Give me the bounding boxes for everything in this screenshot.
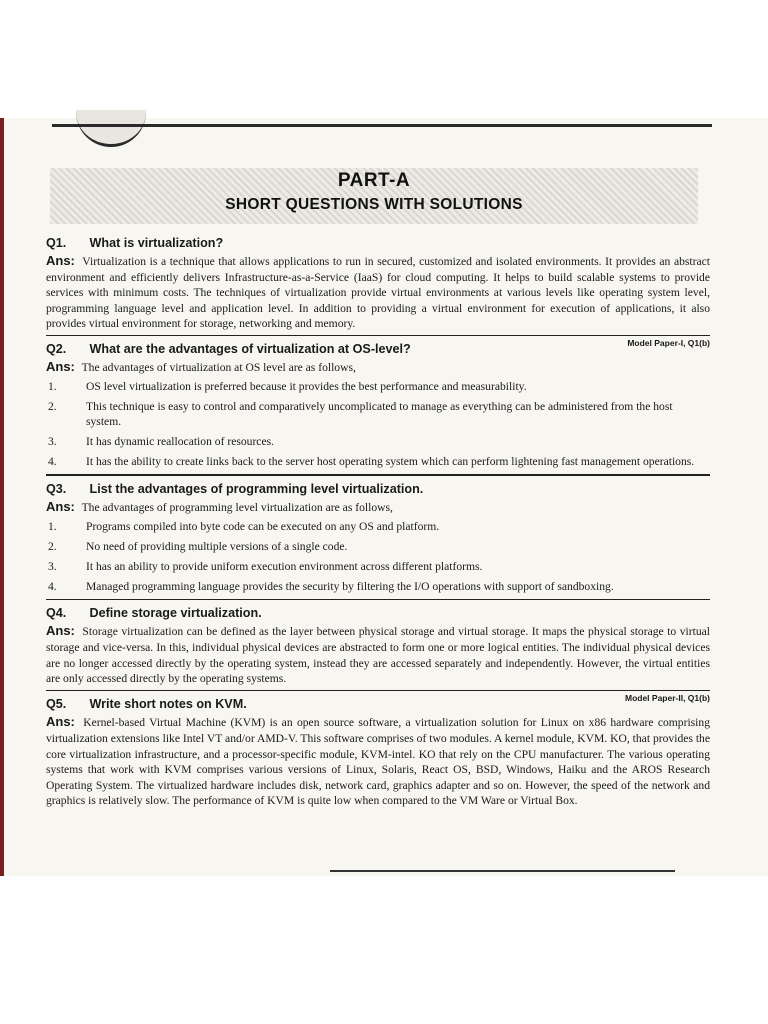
item-number: 3. (48, 559, 57, 573)
list-item (46, 454, 710, 469)
list-item (46, 519, 710, 534)
question-number: Q3. (46, 481, 67, 496)
answer-text: Kernel-based Virtual Machine (KVM) is an open source software, a virtualization solution for Linux on x86 hardware comprising virtualization extensions like Intel VT and/or AMD-V. This software comprises of two modules. A kernel module, KVM. KO, that provides the core virtualization infrastructure, and a processor-specific module, KVM-intel. KO that rely on the CPU manufacturer. The various operating systems that work with KVM comprises various versions of Linux, Solaris, React OS, BSD, Windows, Haiku and the AROS Research Operating System. The virtualized hardware includes disk, network card, graphics adapter and so on. However, the speed of the network and graphics is relatively slow. The performance of KVM is quite low when compared to the VM Ware or Virtual Box. (46, 716, 710, 808)
list-item (46, 539, 710, 554)
answer-paragraph (46, 623, 710, 686)
question-text: Define storage virtualization. (89, 606, 262, 621)
item-number: 2. (48, 539, 57, 553)
answer-paragraph (46, 253, 710, 332)
question-number: Q5. (46, 697, 67, 712)
item-number: 3. (48, 435, 57, 449)
answer-label: Ans: (46, 253, 75, 268)
divider (46, 690, 710, 692)
item-text: No need of providing multiple versions of a single code. (86, 539, 348, 553)
item-text: This technique is easy to control and comparatively uncomplicated to manage as everything can be administered from the host system. (86, 400, 673, 429)
item-number: 4. (48, 579, 57, 593)
answer-lead-text: The advantages of virtualization at OS level are as follows, (81, 361, 356, 375)
answer-label: Ans: (46, 359, 75, 375)
answer-label: Ans: (46, 623, 75, 639)
item-number: 1. (48, 380, 57, 394)
item-text: OS level virtualization is preferred because it provides the best performance and measurability. (86, 380, 527, 394)
page-edge (0, 118, 4, 876)
item-number: 1. (48, 519, 57, 533)
question-heading (46, 338, 710, 357)
model-paper-ref: Model Paper-I, Q1(b) (627, 338, 710, 349)
question-text: Write short notes on KVM. (89, 697, 247, 712)
question-number: Q4. (46, 606, 67, 621)
answer-paragraph (46, 714, 710, 809)
questions-content (46, 230, 710, 809)
item-number: 2. (48, 400, 57, 414)
question-text: What are the advantages of virtualization at OS-level? (89, 342, 411, 357)
answer-lead-text: The advantages of programming level virtualization are as follows, (81, 500, 393, 514)
question-heading (46, 693, 710, 712)
question-text: List the advantages of programming level virtualization. (89, 481, 424, 496)
answer-label: Ans: (46, 714, 75, 730)
footer-rule (330, 870, 675, 872)
item-text: It has dynamic reallocation of resources. (86, 435, 275, 449)
list-item (46, 379, 710, 394)
banner-subtitle: SHORT QUESTIONS WITH SOLUTIONS (225, 196, 523, 213)
question-number: Q1. (46, 236, 67, 250)
item-text: It has the ability to create links back to the server host operating system which can perform lightening fast management operations. (86, 455, 695, 469)
item-text: Programs compiled into byte code can be executed on any OS and platform. (86, 519, 440, 533)
banner-title: PART-A (337, 170, 411, 191)
answer-label: Ans: (46, 498, 75, 514)
question-text: What is virtualization? (89, 236, 224, 250)
question-heading (46, 482, 710, 496)
divider (46, 335, 710, 337)
answer-lead (46, 499, 710, 514)
divider (46, 599, 710, 601)
header-rule (52, 124, 712, 127)
item-text: It has an ability to provide uniform execution environment across different platforms. (86, 559, 483, 573)
item-number: 4. (48, 455, 57, 469)
model-paper-ref: Model Paper-II, Q1(b) (624, 693, 710, 704)
answer-text: Virtualization is a technique that allows applications to run in secured, customized and isolated environments. It provides an abstract environment and efficiently delivers Infrastructure-as-a-Service (IaaS) for cloud computing. It helps to build scalable systems to provide services with minimum costs. The techniques of virtualization provide virtual environments at various levels like operating system level, programming language level and application level. In addition to providing a virtual environment for execution of applications, it also provides virtual environment for storage, networking and memory. (46, 255, 710, 331)
list-item (46, 559, 710, 574)
section-banner (50, 168, 698, 224)
list-item (46, 579, 710, 594)
answer-text: Storage virtualization can be defined as the layer between physical storage and virtual storage. It maps the physical storage to virtual storage and vice-versa. In this, individual physical devices are abstracted to form one or more logical entities. The individual physical devices are no longer accessed directly by the operating system, instead they are accessed separately and independently. However, the virtual entities are only accessed directly by the operating systems. (46, 625, 710, 686)
divider (46, 474, 710, 476)
item-text: Managed programming language provides the security by filtering the I/O operations with support of sandboxing. (86, 579, 614, 593)
list-item (46, 399, 710, 429)
question-number: Q2. (46, 342, 67, 357)
question-heading (46, 606, 710, 620)
answer-lead (46, 359, 710, 374)
list-item (46, 434, 710, 449)
question-heading (46, 236, 710, 250)
